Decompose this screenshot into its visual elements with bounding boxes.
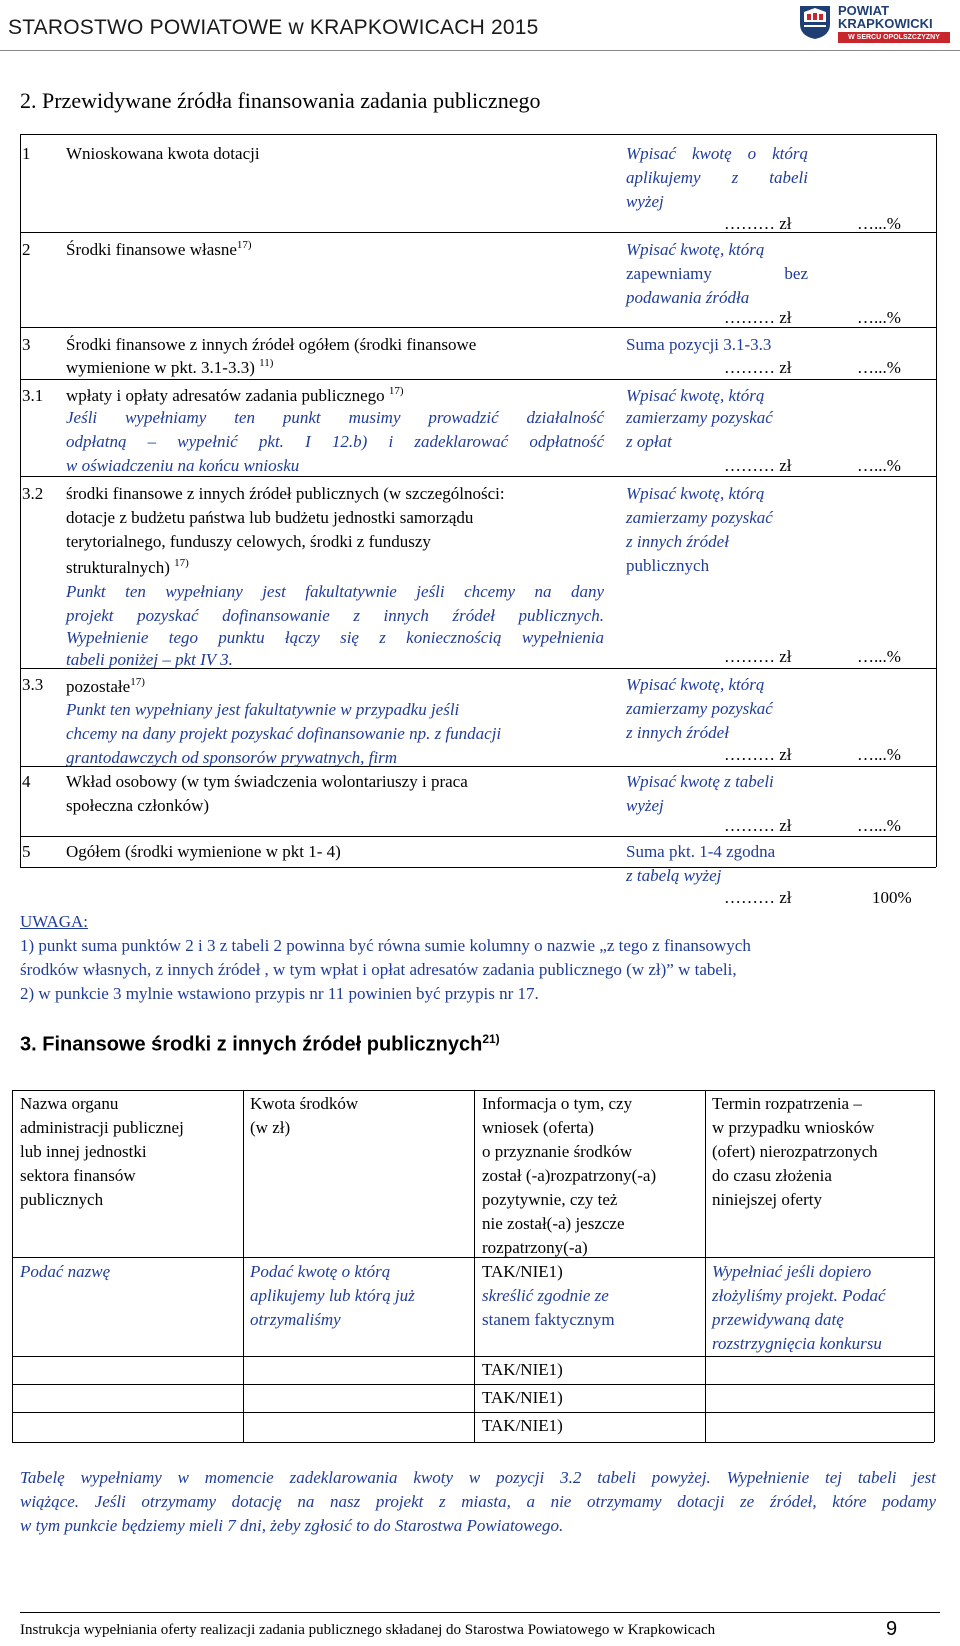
row-label: środki finansowe z innych źródeł publicznych (w szczególności: (66, 484, 505, 503)
header-text: o przyznanie środków (482, 1142, 633, 1161)
row-hint: Suma pozycji 3.1-3.3 (626, 335, 772, 354)
header-text: w przypadku wniosków (712, 1118, 875, 1137)
cell-hint: rozstrzygnięcia konkursu (712, 1334, 882, 1353)
row-label: wymienione w pkt. 3.1-3.3) $^{11)}$ (66, 357, 274, 377)
header-text: Informacja o tym, czy (482, 1094, 633, 1113)
row-number: 2 (22, 240, 31, 259)
row-note: tabeli poniżej – pkt IV 3. (66, 650, 233, 669)
footer-divider (20, 1612, 940, 1613)
cell-hint: skreślić zgodnie ze (482, 1286, 609, 1305)
tak-nie-option[interactable]: TAK/NIE1) (482, 1416, 563, 1435)
row-hint: Wpisać kwotę, którą (626, 240, 765, 259)
header-text: publicznych (20, 1190, 104, 1209)
tak-nie-option[interactable]: TAK/NIE1) (482, 1360, 563, 1379)
page-header (0, 0, 960, 52)
row-hint: wyżej (626, 796, 664, 815)
row-number: 3 (22, 335, 31, 354)
percent-field[interactable]: …...% (857, 456, 901, 475)
cell-hint[interactable]: Podać kwotę o którą (250, 1262, 391, 1281)
table-border (12, 1090, 13, 1442)
row-hint: z opłat (626, 432, 672, 451)
row-note: chcemy na dany projekt pozyskać dofinansowanie np. z fundacji (66, 724, 502, 743)
tak-nie-option[interactable]: TAK/NIE1) (482, 1262, 563, 1281)
row-note: Wypełnienie tego punktu łączy się z koniecznością wypełnienia (66, 628, 604, 647)
row-label: wpłaty i opłaty adresatów zadania publicznego $^{17)}$ (66, 385, 404, 405)
percent-field[interactable]: …...% (857, 358, 901, 377)
col-divider (243, 1090, 244, 1442)
note-line: w tym punkcie będziemy mieli 7 dni, żeby zgłosić to do Starostwa Powiatowego. (20, 1516, 564, 1535)
row-hint: Suma pkt. 1-4 zgodna (626, 842, 776, 861)
header-title: STAROSTWO POWIATOWE w KRAPKOWICACH 2015 (8, 16, 539, 39)
row-number: 3.3 (22, 675, 44, 694)
row-number: 3.1 (22, 386, 44, 405)
percent-field[interactable]: …...% (857, 816, 901, 835)
row-label: Środki finansowe własne$^{17)}$ (66, 239, 252, 259)
header-text: (ofert) nierozpatrzonych (712, 1142, 878, 1161)
row-label: strukturalnych) $^{17)}$ (66, 557, 189, 577)
row-number: 1 (22, 144, 31, 163)
row-hint: Wpisać kwotę, którą (626, 386, 765, 405)
row-label: dotacje z budżetu państwa lub budżetu jednostki samorządu (66, 508, 474, 527)
table-border (20, 134, 936, 135)
row-label: Ogółem (środki wymienione w pkt 1- 4) (66, 842, 341, 861)
cell-hint[interactable]: Wypełniać jeśli dopiero (712, 1262, 872, 1281)
row-note: projekt pozyskać dofinansowanie z innych źródeł publicznych. (66, 606, 604, 625)
table-border (20, 867, 936, 868)
header-text: Termin rozpatrzenia – (712, 1094, 862, 1113)
row-label: Środki finansowe z innych źródeł ogółem (środki finansowe (66, 335, 477, 354)
logo-line1: POWIAT (838, 3, 890, 18)
amount-field[interactable]: ……… zł (724, 647, 792, 666)
amount-field[interactable]: ……… zł (724, 745, 792, 764)
cell-hint: stanem faktycznym (482, 1310, 615, 1329)
amount-field[interactable]: ……… zł (724, 888, 792, 907)
table-border (934, 1090, 935, 1442)
col-divider (474, 1090, 475, 1442)
amount-field[interactable]: ……… zł (724, 214, 792, 233)
row-label: pozostałe$^{17)}$ (66, 676, 145, 696)
row-divider (12, 1384, 934, 1385)
note-line: wiążące. Jeśli otrzymamy dotację na nasz projekt z miasta, a nie otrzymamy dotacji ze źródeł, które podamy (20, 1492, 936, 1511)
header-text: Nazwa organu (20, 1094, 119, 1113)
header-text: administracji publicznej (20, 1118, 184, 1137)
row-note: Punkt ten wypełniany jest fakultatywnie jeśli chcemy na dany (66, 582, 604, 601)
row-hint: z innych źródeł (626, 532, 729, 551)
amount-field[interactable]: ……… zł (724, 816, 792, 835)
header-text: Kwota środków (250, 1094, 359, 1113)
row-hint: z innych źródeł (626, 723, 729, 742)
uwaga-title: UWAGA: (20, 912, 88, 931)
uwaga-line: środków własnych, z innych źródeł , w tym wpłat i opłat adresatów zadania publicznego (w zł)” w tabeli, (20, 960, 737, 979)
row-number: 5 (22, 842, 31, 861)
row-hint: Wpisać kwotę, którą (626, 675, 765, 694)
row-hint: wyżej (626, 192, 664, 211)
logo-line2: KRAPKOWICKI (838, 16, 933, 31)
uwaga-line: 2) w punkcie 3 mylnie wstawiono przypis nr 11 powinien być przypis nr 17. (20, 984, 539, 1003)
page-number: 9 (886, 1618, 898, 1640)
note-line: Tabelę wypełniamy w momencie zadeklarowania kwoty w pozycji 3.2 tabeli powyżej. Wypełnienie tej tabeli jest (20, 1468, 936, 1487)
row-note: Jeśli wypełniamy ten punkt musimy prowadzić działalność (66, 408, 604, 427)
row-hint: z tabelą wyżej (626, 866, 722, 885)
table-border (12, 1442, 934, 1443)
row-divider (12, 1356, 934, 1357)
header-text: wniosek (oferta) (482, 1118, 594, 1137)
header-text: sektora finansów (20, 1166, 136, 1185)
logo-tagline: W SERCU OPOLSZCZYZNY (838, 32, 950, 43)
row-hint: podawania źródła (626, 288, 750, 307)
row-hint: aplikujemy z tabeli (626, 168, 808, 187)
percent-field[interactable]: …...% (857, 308, 901, 327)
percent-field[interactable]: …...% (857, 647, 901, 666)
header-divider (0, 50, 960, 51)
header-text: został (-a)rozpatrzony(-a) (482, 1166, 657, 1185)
row-note: odpłatną – wypełnić pkt. I 12.b) i zadeklarować odpłatność (66, 432, 604, 451)
footer-text: Instrukcja wypełniania oferty realizacji zadania publicznego składanej do Starostwa Powiatowego w Krapkowicach (20, 1622, 716, 1638)
percent-field[interactable]: …...% (857, 214, 901, 233)
header-text: nie został(-a) jeszcze (482, 1214, 625, 1233)
amount-field[interactable]: ……… zł (724, 358, 792, 377)
percent-field[interactable]: …...% (857, 745, 901, 764)
row-divider (20, 232, 936, 233)
amount-field[interactable]: ……… zł (724, 456, 792, 475)
table-border (12, 1090, 934, 1091)
amount-field[interactable]: ……… zł (724, 308, 792, 327)
row-hint: zamierzamy pozyskać (626, 699, 773, 718)
row-divider (20, 836, 936, 837)
coat-of-arms-icon (798, 4, 832, 40)
row-note: w oświadczeniu na końcu wniosku (66, 456, 300, 475)
row-hint: Wpisać kwotę z tabeli (626, 772, 774, 791)
row-hint: Wpisać kwotę o którą (626, 144, 808, 163)
row-number: 4 (22, 772, 31, 791)
row-hint: zamierzamy pozyskać (626, 408, 773, 427)
row-note: grantodawczych od sponsorów prywatnych, firm (66, 748, 398, 767)
row-label: Wkład osobowy (w tym świadczenia wolontariuszy i praca (66, 772, 468, 791)
section3-title: 3. Finansowe środki z innych źródeł publicznych$^{21)}$ (20, 1032, 500, 1056)
header-text: lub innej jednostki (20, 1142, 147, 1161)
row-hint: zamierzamy pozyskać (626, 508, 773, 527)
header-text: do czasu złożenia (712, 1166, 832, 1185)
table-border (20, 134, 21, 867)
row-note: Punkt ten wypełniany jest fakultatywnie w przypadku jeśli (66, 700, 460, 719)
percent-field[interactable]: 100% (872, 888, 912, 907)
powiat-logo (798, 2, 958, 44)
col-divider (705, 1090, 706, 1442)
cell-hint[interactable]: Podać nazwę (20, 1262, 111, 1281)
header-text: rozpatrzony(-a) (482, 1238, 588, 1257)
row-divider (12, 1412, 934, 1413)
cell-hint: przewidywaną datę (712, 1310, 844, 1329)
row-hint: publicznych (626, 556, 710, 575)
uwaga-line: 1) punkt suma punktów 2 i 3 z tabeli 2 powinna być równa sumie kolumny o nazwie „z tego z finansowych (20, 936, 751, 955)
row-hint: Wpisać kwotę, którą (626, 484, 765, 503)
row-label: Wnioskowana kwota dotacji (66, 144, 260, 163)
table-border (936, 134, 937, 867)
row-divider (12, 1257, 934, 1258)
section2-title: 2. Przewidywane źródła finansowania zadania publicznego (20, 88, 541, 113)
row-divider (20, 327, 936, 328)
cell-hint: aplikujemy lub którą już (250, 1286, 415, 1305)
row-number: 3.2 (22, 484, 44, 503)
cell-hint: złożyliśmy projekt. Podać (712, 1286, 886, 1305)
header-text: pozytywnie, czy też (482, 1190, 618, 1209)
tak-nie-option[interactable]: TAK/NIE1) (482, 1388, 563, 1407)
cell-hint: otrzymaliśmy (250, 1310, 341, 1329)
header-text: niniejszej oferty (712, 1190, 822, 1209)
row-label: społeczna członków) (66, 796, 210, 815)
row-label: terytorialnego, funduszy celowych, środki z funduszy (66, 532, 431, 551)
row-hint: zapewniamy bez (626, 264, 808, 283)
header-text: (w zł) (250, 1118, 291, 1137)
